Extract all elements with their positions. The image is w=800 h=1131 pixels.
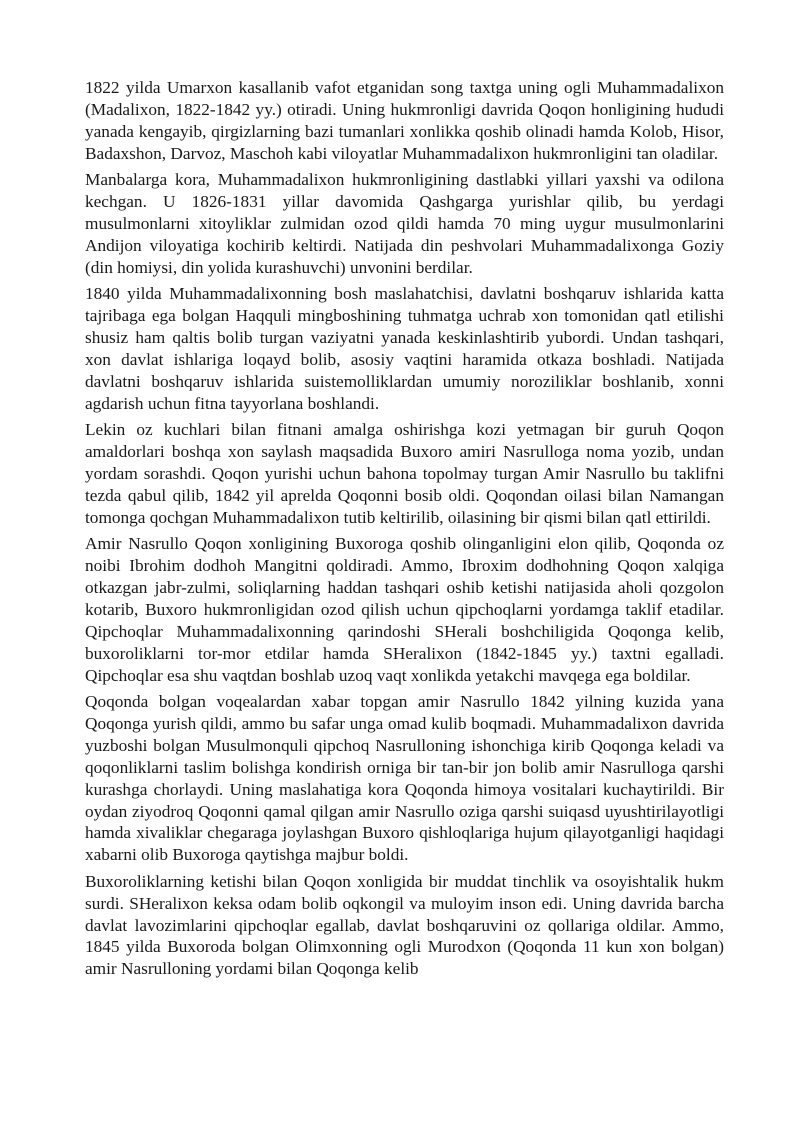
paragraph-6: Qoqonda bolgan voqealardan xabar topgan amir Nasrullo 1842 yilning kuzida yana Qoqonga yurish qildi, ammo bu safar unga omad kulib boqmadi. Muhammadalixon davrida yuzboshi bolgan Musulmonquli qipchoq Nasrulloning ishonchiga kirib Qoqonga keladi va qoqonliklarni taslim bolishga kondirish orniga bir tan-bir jon bolib amir Nasrulloga qarshi kurashga chorlaydi. Uning maslahatiga kora Qoqonda himoya vositalari kuchaytirildi. Bir oydan ziyodroq Qoqonni qamal qilgan amir Nasrullo oziga qarshi suiqasd uyushtirilayotligi hamda xivaliklar chegaraga joylashgan Buxoro qishloqlariga hujum qilayotganligi haqidagi xabarni olib Buxoroga qaytishga majbur boldi. [85,691,724,865]
paragraph-4: Lekin oz kuchlari bilan fitnani amalga oshirishga kozi yetmagan bir guruh Qoqon amaldorlari boshqa xon saylash maqsadida Buxoro amiri Nasrulloga noma yozib, undan yordam sorashdi. Qoqon yurishi uchun bahona topolmay turgan Amir Nasrullo bu taklifni tezda qabul qilib, 1842 yil aprelda Qoqonni bosib oldi. Qoqondan oilasi bilan Namangan tomonga qochgan Muhammadalixon tutib keltirilib, oilasining bir qismi bilan qatl ettirildi. [85,420,724,527]
paragraph-1: 1822 yilda Umarxon kasallanib vafot etganidan song taxtga uning ogli Muhammadalixon (Madalixon, 1822-1842 yy.) otiradi. Uning hukmronligi davrida Qoqon honligining hududi yanada kengayib, qirgizlarning bazi tumanlari xonlikka qoshib olinadi hamda Kolob, Hisor, Badaxshon, Darvoz, Maschoh kabi viloyatlar Muhammadalixon hukmronligini tan oladilar. [85,78,724,163]
paragraph-5: Amir Nasrullo Qoqon xonligining Buxoroga qoshib olinganligini elon qilib, Qoqonda oz noibi Ibrohim dodhoh Mangitni qoldiradi. Ammo, Ibroxim dodhohning Qoqon xalqiga otkazgan jabr-zulmi, soliqlarning haddan tashqari oshib ketishi natijasida aholi qozgolon kotarib, Buxoro hukmronligidan ozod qilish uchun qipchoqlarni yordamga taklif etadilar. Qipchoqlar Muhammadalixonning qarindoshi SHerali boshchiligida Qoqonga kelib, buxoroliklarni tor-mor etdilar hamda SHeralixon (1842-1845 yy.) taxtni egalladi. Qipchoqlar esa shu vaqtdan boshlab uzoq vaqt xonlikda yetakchi mavqega ega boldilar. [85,534,724,685]
paragraph-2: Manbalarga kora, Muhammadalixon hukmronligining dastlabki yillari yaxshi va odilona kechgan. U 1826-1831 yillar davomida Qashgarga yurishlar qilib, bu yerdagi musulmonlarni xitoyliklar zulmidan ozod qildi hamda 70 ming uygur musulmonlarini Andijon viloyatiga kochirib keltirdi. Natijada din peshvolari Muhammadalixonga Goziy (din homiysi, din yolida kurashuvchi) unvonini berdilar. [85,170,724,277]
document-page [85,77,724,985]
paragraph-7: Buxoroliklarning ketishi bilan Qoqon xonligida bir muddat tinchlik va osoyishtalik hukm surdi. SHeralixon keksa odam bolib oqkongil va muloyim inson edi. Uning davrida barcha davlat lavozimlarini qipchoqlar egallab, davlat boshqaruvini oz qollariga oldilar. Ammo, 1845 yilda Buxoroda bolgan Olimxonning ogli Murodxon (Qoqonda 11 kun xon bolgan) amir Nasrulloning yordami bilan Qoqonga kelib [85,871,724,979]
paragraph-3: 1840 yilda Muhammadalixonning bosh maslahatchisi, davlatni boshqaruv ishlarida katta tajribaga ega bolgan Haqquli mingboshining tuhmatga uchrab xon tomonidan qatl etilishi shusiz ham qaltis bolib turgan vaziyatni yanada keskinlashtirib yubordi. Undan tashqari, xon davlat ishlariga loqayd bolib, asosiy vaqtini haramida otkaza boshladi. Natijada davlatni boshqaruv ishlarida suistemolliklardan umumiy noroziliklar boshlanib, xonni agdarish uchun fitna tayyorlana boshlandi. [85,284,724,413]
